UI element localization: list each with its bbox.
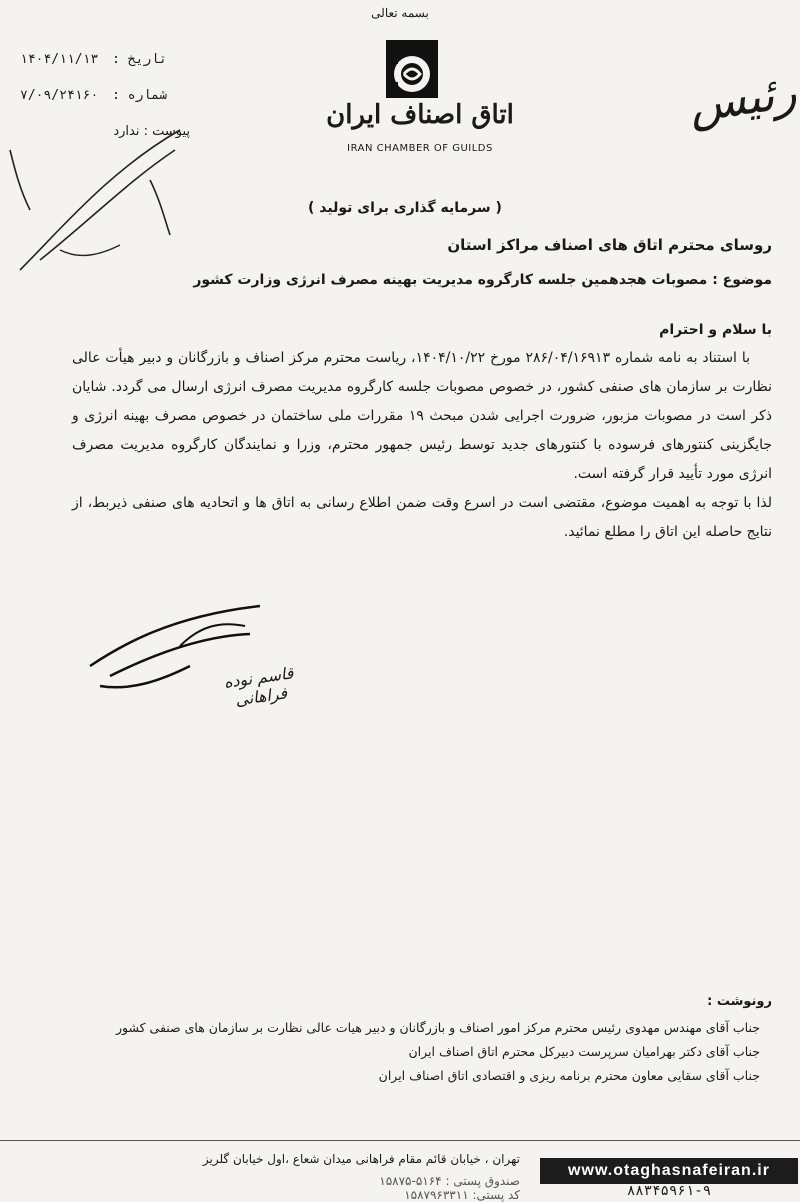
slogan: ( سرمایه گذاری برای تولید ) xyxy=(308,200,502,216)
date-value: ۱۴۰۴/۱۱/۱۳ xyxy=(20,52,99,67)
margin-note: رئیس xyxy=(685,64,800,133)
number-row xyxy=(20,88,180,103)
letter-subject: موضوع : مصوبات هجدهمین جلسه کارگروه مدیریت بهینه مصرف انرژی وزارت کشور xyxy=(193,272,772,288)
address-street: تهران ، خیابان قائم مقام فراهانی میدان شعاع ،اول خیابان گلریز xyxy=(202,1152,520,1166)
date-row xyxy=(20,52,180,67)
greeting: با سلام و احترام xyxy=(659,322,772,338)
cc-line: جناب آقای دکتر بهرامیان سرپرست دبیرکل محترم اتاق اصناف ایران xyxy=(408,1044,760,1059)
recipient-salutation: روسای محترم اتاق های اصناف مراکز استان xyxy=(447,236,772,254)
letter-body xyxy=(72,344,772,547)
attachment-label: پیوست : ندارد xyxy=(113,124,190,139)
bismillah: بسمه تعالی xyxy=(371,6,429,20)
address-po-box: صندوق پستی : ۵۱۶۴-۱۵۸۷۵ xyxy=(379,1174,520,1188)
signatory-name: قاسم نوده فراهانی xyxy=(222,663,295,710)
footer-divider xyxy=(0,1140,800,1141)
cc-line: جناب آقای سقایی معاون محترم برنامه ریزی و اقتصادی اتاق اصناف ایران xyxy=(378,1068,760,1083)
handwritten-annotation-scribble xyxy=(0,110,200,310)
org-name-fa: اتاق اصناف ایران xyxy=(326,100,514,130)
number-label: شماره : xyxy=(112,88,167,103)
body-paragraph-1: با استناد به نامه شماره ۲۸۶/۰۴/۱۶۹۱۳ مورخ ۱۴۰۴/۱۰/۲۲، ریاست محترم مرکز اصناف و بازرگانان و دبیر هیأت عالی نظارت بر سازمان های صنفی کشور، در خصوص مصوبات جلسه کارگروه مدیریت مصرف انرژی ارسال می گردد. شایان ذکر است در مصوبات مزبور، ضرورت اجرایی شدن مبحث ۱۹ مقررات ملی ساختمان در خصوص مصرف بهینه انرژی و جایگزینی کنتورهای فرسوده با کنتورهای جدید توسط رئیس جمهور محترم، وزرا و نمایندگان کارگروه مدیریت مصرف انرژی مورد تأیید قرار گرفته است. xyxy=(72,350,772,482)
cc-line: جناب آقای مهندس مهدوی رئیس محترم مرکز امور اصناف و بازرگانان و دبیر هیات عالی نظارت بر سازمان های صنفی کشور xyxy=(115,1020,760,1035)
number-value: ۷/۰۹/۲۴۱۶۰ xyxy=(20,88,99,103)
date-label: تاریخ : xyxy=(112,52,167,67)
phone-number: ۸۸۳۴۵۹۶۱-۹ xyxy=(626,1183,712,1199)
website-link[interactable]: www.otaghasnafeiran.ir xyxy=(540,1158,798,1184)
org-name-en: IRAN CHAMBER OF GUILDS xyxy=(347,143,493,154)
cc-title: رونوشت : xyxy=(707,994,772,1009)
gear-logo-icon xyxy=(378,38,444,104)
address-postal-code: کد پستی: ۱۵۸۷۹۶۳۳۱۱ xyxy=(404,1188,520,1202)
chamber-logo xyxy=(378,38,444,104)
body-paragraph-2: لذا با توجه به اهمیت موضوع، مقتضی است در اسرع وقت ضمن اطلاع رسانی به اتاق ها و اتحادیه های صنفی ذیربط، از نتایج حاصله این اتاق را مطلع نمائید. xyxy=(72,495,772,540)
